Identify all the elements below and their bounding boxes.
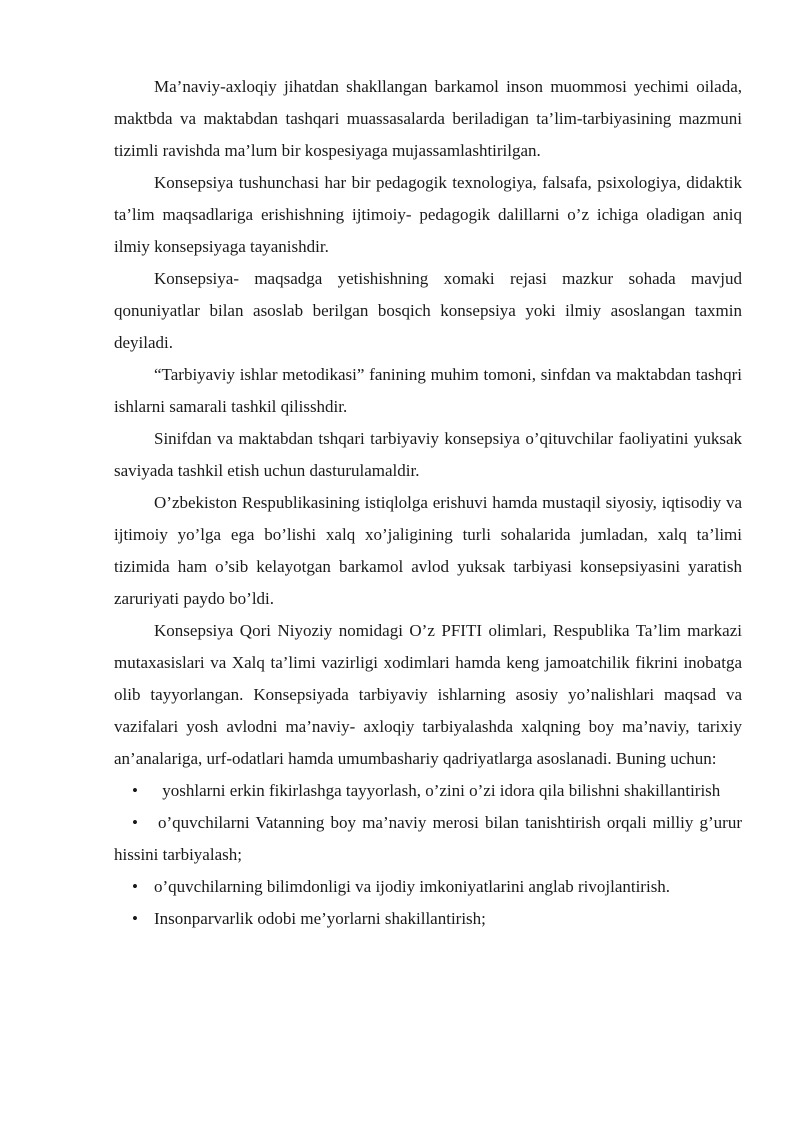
list-item: [114, 775, 742, 807]
bullet-icon: •: [132, 781, 138, 800]
bullet-icon: •: [132, 909, 138, 928]
list-item-text: Insonparvarlik odobi me’yorlarni shakillantirish;: [154, 909, 486, 928]
list-item: [114, 871, 742, 903]
document-body: [114, 71, 742, 935]
paragraph-7: Konsepsiya Qori Niyoziy nomidagi O’z PFITI olimlari, Respublika Ta’lim markazi mutaxasislari va Xalq ta’limi vazirligi xodimlari hamda keng jamoatchilik fikrini inobatga olib tayyorlangan. Konsepsiyada tarbiyaviy ishlarning asosiy yo’nalishlari maqsad va vazifalari yosh avlodni ma’naviy- axloqiy tarbiyalashda xalqning boy ma’naviy, tarixiy an’analariga, urf-odatlari hamda umumbashariy qadriyatlarga asoslanadi. Buning uchun:: [114, 621, 742, 768]
bullet-icon: •: [132, 877, 138, 896]
bullet-list: [114, 775, 742, 935]
paragraph-3: Konsepsiya- maqsadga yetishishning xomaki rejasi mazkur sohada mavjud qonuniyatlar bilan asoslab berilgan bosqich konsepsiya yoki ilmiy asoslangan taxmin deyiladi.: [114, 269, 742, 352]
paragraph-5: Sinifdan va maktabdan tshqari tarbiyaviy konsepsiya o’qituvchilar faoliyatini yuksak saviyada tashkil etish uchun dasturulamaldir.: [114, 429, 742, 480]
list-item: [114, 807, 742, 871]
list-item-text: o’quvchilarni Vatanning boy ma’naviy merosi bilan tanishtirish orqali milliy g’urur hissini tarbiyalash;: [114, 813, 742, 864]
list-item: [114, 903, 742, 935]
list-item-text: o’quvchilarning bilimdonligi va ijodiy imkoniyatlarini anglab rivojlantirish.: [154, 877, 671, 896]
paragraph-2: Konsepsiya tushunchasi har bir pedagogik texnologiya, falsafa, psixologiya, didaktik ta’lim maqsadlariga erishishning ijtimoiy- pedagogik dalillarni o’z ichiga oladigan aniq ilmiy konsepsiyaga tayanishdir.: [114, 173, 742, 256]
list-item-text: yoshlarni erkin fikirlashga tayyorlash, o’zini o’zi idora qila bilishni shakillantirish: [158, 781, 721, 800]
paragraph-4: “Tarbiyaviy ishlar metodikasi” fanining muhim tomoni, sinfdan va maktabdan tashqri ishlarni samarali tashkil qilisshdir.: [114, 365, 742, 416]
paragraph-6: O’zbekiston Respublikasining istiqlolga erishuvi hamda mustaqil siyosiy, iqtisodiy va ijtimoiy yo’lga ega bo’lishi xalq xo’jaligining turli sohalarida jumladan, xalq ta’limi tizimida ham o’sib kelayotgan barkamol avlod yuksak tarbiyasi konsepsiyasini yaratish zaruriyati paydo bo’ldi.: [114, 493, 742, 608]
paragraph-1: Ma’naviy-axloqiy jihatdan shakllangan barkamol inson muommosi yechimi oilada, maktbda va maktabdan tashqari muassasalarda beriladigan ta’lim-tarbiyasining mazmuni tizimli ravishda ma’lum bir kospesiyaga mujassamlashtirilgan.: [114, 77, 742, 160]
bullet-icon: •: [132, 813, 138, 832]
